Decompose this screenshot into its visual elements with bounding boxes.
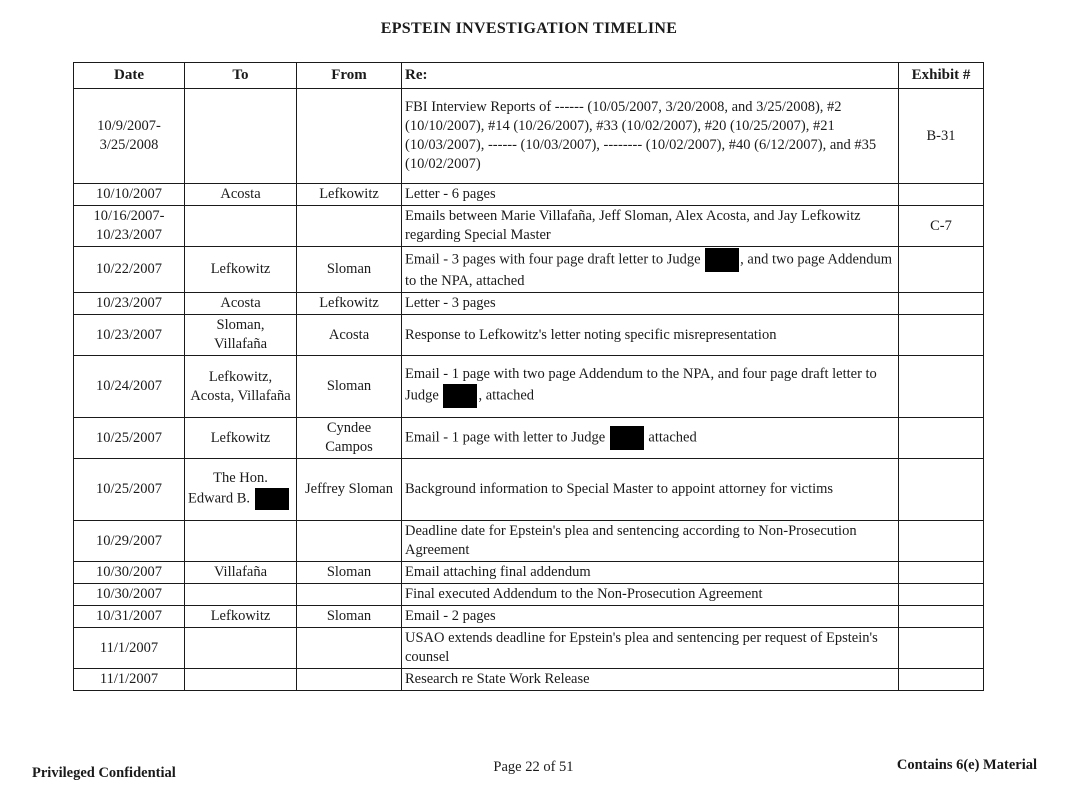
col-header-to: To [185,63,297,89]
redaction-box [705,248,739,272]
cell-from: Sloman [297,247,402,293]
cell-to: Villafaña [185,562,297,584]
cell-date: 10/24/2007 [74,356,185,418]
col-header-date: Date [74,63,185,89]
col-header-exhibit: Exhibit # [899,63,984,89]
cell-date: 10/23/2007 [74,315,185,356]
cell-re: Final executed Addendum to the Non-Prosecution Agreement [402,584,899,606]
cell-to: Acosta [185,184,297,206]
cell-re: Email attaching final addendum [402,562,899,584]
cell-from [297,206,402,247]
cell-re: Deadline date for Epstein's plea and sentencing according to Non-Prosecution Agreement [402,521,899,562]
col-header-from: From [297,63,402,89]
cell-date: 10/10/2007 [74,184,185,206]
cell-date: 10/25/2007 [74,459,185,521]
cell-from [297,669,402,691]
cell-to: Acosta [185,293,297,315]
cell-exhibit [899,584,984,606]
table-row [74,628,984,669]
cell-date: 10/16/2007- 10/23/2007 [74,206,185,247]
table-row [74,459,984,521]
cell-date: 10/23/2007 [74,293,185,315]
cell-re: FBI Interview Reports of ------ (10/05/2007, 3/20/2008, and 3/25/2008), #2 (10/10/2007), #14 (10/26/2007), #33 (10/02/2007), #20 (10/25/2007), #21 (10/03/2007), ------ (10/03/2007), -------- (10/02/2007), #40 (6/12/2007), and #35 (10/02/2007) [402,89,899,184]
cell-date: 10/31/2007 [74,606,185,628]
cell-to [185,628,297,669]
cell-from: Sloman [297,356,402,418]
table-row [74,356,984,418]
cell-from [297,521,402,562]
cell-exhibit [899,293,984,315]
table-row [74,521,984,562]
cell-to: Lefkowitz, Acosta, Villafaña [185,356,297,418]
cell-from [297,584,402,606]
redaction-box [255,488,289,510]
cell-re: Letter - 3 pages [402,293,899,315]
cell-exhibit [899,247,984,293]
cell-to [185,669,297,691]
cell-from: Jeffrey Sloman [297,459,402,521]
cell-exhibit [899,669,984,691]
cell-exhibit [899,562,984,584]
header-row [74,63,984,89]
table-row [74,562,984,584]
cell-to [185,521,297,562]
cell-re: USAO extends deadline for Epstein's plea and sentencing per request of Epstein's counsel [402,628,899,669]
table-row [74,669,984,691]
cell-exhibit [899,521,984,562]
table-row [74,418,984,459]
cell-date: 10/30/2007 [74,584,185,606]
cell-from [297,89,402,184]
cell-re: Email - 3 pages with four page draft letter to Judge , and two page Addendum to the NPA, attached [402,247,899,293]
table-row [74,293,984,315]
table-row [74,89,984,184]
table-row [74,206,984,247]
cell-from: Lefkowitz [297,293,402,315]
cell-date: 10/25/2007 [74,418,185,459]
cell-date: 10/29/2007 [74,521,185,562]
cell-re: Background information to Special Master to appoint attorney for victims [402,459,899,521]
cell-from: Acosta [297,315,402,356]
cell-date: 11/1/2007 [74,669,185,691]
cell-to [185,206,297,247]
cell-re: Emails between Marie Villafaña, Jeff Sloman, Alex Acosta, and Jay Lefkowitz regarding Special Master [402,206,899,247]
footer-page-number: Page 22 of 51 [493,759,574,775]
cell-from: Sloman [297,562,402,584]
cell-re: Email - 2 pages [402,606,899,628]
redaction-box [610,426,644,450]
cell-exhibit: C-7 [899,206,984,247]
cell-to: Lefkowitz [185,247,297,293]
cell-to [185,459,297,521]
page-title: EPSTEIN INVESTIGATION TIMELINE [380,20,678,37]
cell-exhibit [899,628,984,669]
cell-re: Letter - 6 pages [402,184,899,206]
table-row [74,315,984,356]
cell-to [185,89,297,184]
cell-exhibit [899,184,984,206]
cell-date: 10/22/2007 [74,247,185,293]
cell-re: Email - 1 page with letter to Judge attached [402,418,899,459]
cell-to: Lefkowitz [185,606,297,628]
footer-6e-material: Contains 6(e) Material [896,757,1037,773]
cell-date: 10/9/2007- 3/25/2008 [74,89,185,184]
table-row [74,247,984,293]
to-line-2: Edward B. [188,488,293,510]
cell-to [185,584,297,606]
cell-from: Cyndee Campos [297,418,402,459]
cell-exhibit [899,356,984,418]
to-line-1: The Hon. [213,470,268,486]
table-row [74,584,984,606]
cell-to: Sloman, Villafaña [185,315,297,356]
cell-exhibit [899,459,984,521]
cell-date: 10/30/2007 [74,562,185,584]
cell-from [297,628,402,669]
cell-date: 11/1/2007 [74,628,185,669]
redaction-box [443,384,477,408]
cell-from: Lefkowitz [297,184,402,206]
cell-re: Research re State Work Release [402,669,899,691]
cell-exhibit [899,606,984,628]
col-header-re: Re: [402,63,899,89]
cell-re: Email - 1 page with two page Addendum to the NPA, and four page draft letter to Judge , attached [402,356,899,418]
table-row [74,184,984,206]
timeline-table [73,62,984,691]
footer-privileged: Privileged Confidential [32,765,176,781]
cell-exhibit: B-31 [899,89,984,184]
cell-re: Response to Lefkowitz's letter noting specific misrepresentation [402,315,899,356]
cell-from: Sloman [297,606,402,628]
cell-exhibit [899,418,984,459]
cell-exhibit [899,315,984,356]
cell-to: Lefkowitz [185,418,297,459]
table-row [74,606,984,628]
